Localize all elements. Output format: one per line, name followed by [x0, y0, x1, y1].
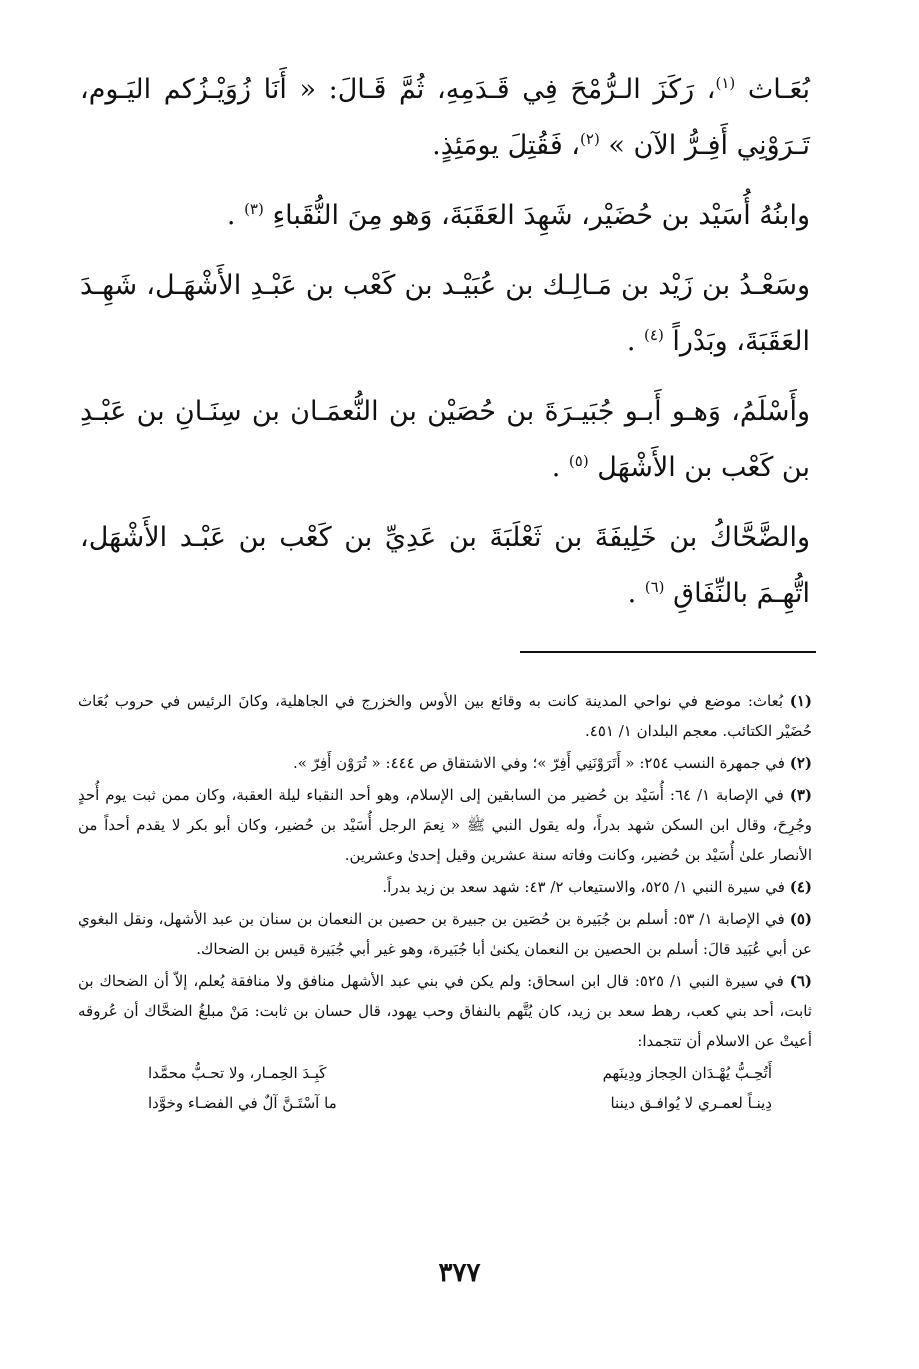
footnote-ref: (٢): [580, 130, 600, 148]
footnote-ref: (١): [715, 74, 736, 92]
paragraph-5: [80, 510, 810, 622]
footnote-number: (٥): [789, 910, 812, 928]
footnote-ref: (٥): [568, 452, 589, 470]
footnote-3: [78, 780, 812, 870]
footnote-text: في جمهرة النسب ٢٥٤: « أَتَرَوْنَنِي أَفِرّ »؛ وفي الاشتقاق ص ٤٤٤: « تُرَوْن أَفِرّ ».: [292, 754, 785, 772]
footnote-number: (٤): [789, 878, 812, 896]
verse-hemistich: ما آسْتَـنَّ آلٌ في الفضـاء وخوَّدا: [148, 1094, 337, 1112]
footnote-number: (٦): [789, 972, 812, 990]
paragraph-2: [80, 188, 810, 244]
footnote-4: [78, 872, 812, 902]
paragraph-text: ، رَكَزَ الـرُّمْحَ فِي قَـدَمِهِ، ثُمَّ قَـالَ: « أَنَا زُوَيْـزُكم اليَـوم، تَـرَوْنِي أَفِـرُّ الآن »: [80, 74, 810, 161]
paragraph-1: [80, 62, 810, 174]
footnote-ref: (٣): [244, 200, 264, 218]
footnote-text: بُعاث: موضع في نواحي المدينة كانت به وقائع بين الأوس والخزرج في الجاهلية، وكانَ الرئيس في حروب بُعَاث حُضَيْر الكتائب. معجم البلدان ١/ ٤٥١.: [78, 692, 812, 740]
footnote-text: في الإصابة ١/ ٥٣: أسلم بن جُبَيرة بن حُصَين بن جبيرة بن حصين بن النعمان بن سنان بن عبد الأشهل، ونقل البغوي عن أبي عُبَيد قالَ: أسلم بن الحصين بن النعمان يكنىٰ أبا جُبَيرة، وهو غير أبي جُبَيرة قيس بن الضحاك.: [78, 910, 812, 958]
page-number: ٣٧٧: [438, 1258, 481, 1288]
footnote-5: [78, 904, 812, 964]
footnotes: [78, 686, 812, 1118]
footnote-text: في سيرة النبي ١/ ٥٢٥، والاستيعاب ٢/ ٤٣: شهد سعد بن زيد بدراً.: [382, 878, 785, 896]
main-text: [80, 62, 810, 636]
footnote-number: (٢): [789, 754, 812, 772]
footnote-ref: (٤): [644, 326, 664, 344]
paragraph-text: .: [626, 326, 636, 357]
paragraph-text: وأَسْلَمُ، وَهـو أَبـو جُبَيـرَةَ بن حُصَيْن بن النُّعمَـان بن سِنَـانِ بن عَبْـدِ بن كَعْب بن الأَشْهَل: [80, 396, 810, 483]
paragraph-text: .: [551, 452, 561, 483]
poem-verse-2: [78, 1088, 812, 1118]
paragraph-text: .: [627, 578, 637, 609]
verse-hemistich: كَبِـدَ الحِمـار، ولا تحـبُّ محمَّدا: [148, 1064, 327, 1082]
paragraph-text: .: [226, 200, 236, 231]
footnote-6: [78, 966, 812, 1056]
paragraph-text: والضَّحَّاكُ بن خَلِيفَةَ بن ثَعْلَبَةَ بن عَدِيِّ بن كَعْب بن عَبْـد الأَشْهَل، اتُّهِـمَ بالنِّفَاقِ: [80, 522, 810, 609]
verse-hemistich: أَتُحِـبُّ يُهْـدَان الحِجاز ودِينَهم: [602, 1064, 772, 1082]
paragraph-text: وابنُهُ أُسَيْد بن حُضَيْر، شَهِدَ العَقَبَةَ، وَهو مِنَ النُّقَباءِ: [272, 200, 810, 231]
paragraph-text: بُعَـاث: [747, 74, 810, 105]
footnote-ref: (٦): [644, 578, 665, 596]
paragraph-text: وسَعْـدُ بن زَيْد بن مَـالِـك بن عُبَيْـد بن كَعْب بن عَبْـدِ الأَشْهَـل، شَهِـدَ العَقَبَةَ، وبَدْراً: [80, 270, 810, 357]
verse-hemistich: دِينـاً لعمـري لا يُوافـق ديننا: [610, 1094, 772, 1112]
paragraph-4: [80, 384, 810, 496]
poem-verse-1: [78, 1058, 812, 1088]
footnote-separator: [520, 651, 816, 653]
footnote-number: (١): [789, 692, 812, 710]
paragraph-text: ، فَقُتِلَ يومَئِذٍ.: [432, 130, 581, 161]
footnote-1: [78, 686, 812, 746]
footnote-2: [78, 748, 812, 778]
footnote-text: في الإصابة ١/ ٦٤: أُسَيْد بن حُضير من السابقين إلى الإسلام، وهو أحد النقباء ليلة العقبة، وكان ممن ثبت يوم أُحدٍ وجُرِحَ، وقال ابن السكن شهد بدراً، وله يقول النبي ﷺ « نِعمَ الرجل أُسَيْد بن حُضير، وكان أبو بكر لا يقدم أحداً من الأنصار علىٰ أُسَيْد بن حُضير، وكانت وفاته سنة عشرين وقيل إحدىٰ وعشرين.: [78, 786, 812, 864]
paragraph-3: [80, 258, 810, 370]
footnote-text: في سيرة النبي ١/ ٥٢٥: قال ابن اسحاق: ولم يكن في بني عبد الأشهل منافق ولا منافقة يُعلم، إلاّ أن الضحاك بن ثابت، أحد بني كعب، رهط سعد بن زيد، كان يُتَّهم بالنفاق وحب يهود، قال حسان بن ثابت: مَنْ مبلغُ الضحَّاك أن عُروقه أعيتْ عن الاسلام أن تتجمدا:: [78, 972, 812, 1050]
footnote-number: (٣): [789, 786, 812, 804]
